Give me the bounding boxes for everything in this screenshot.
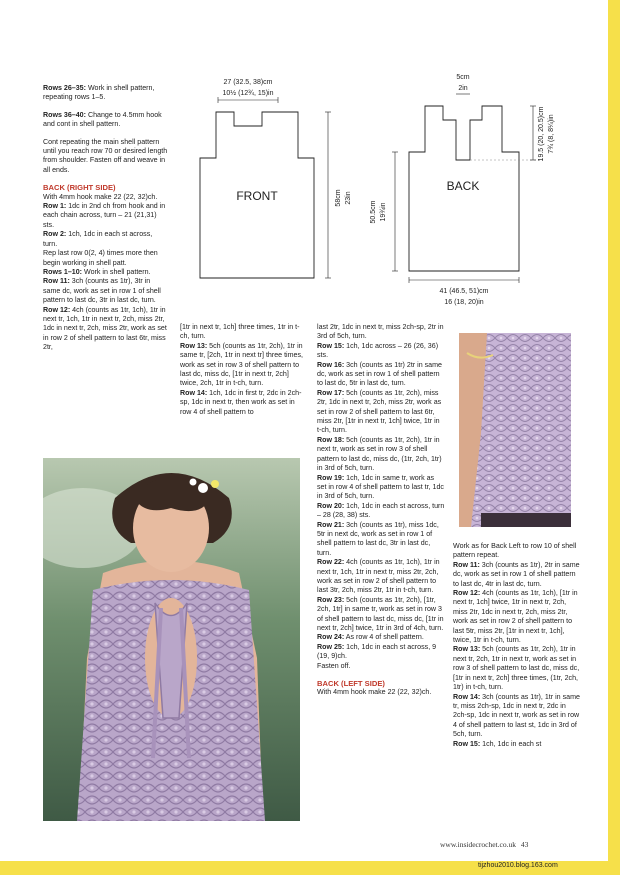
model-back-photo: [43, 458, 300, 821]
pattern-paragraph: Row 13: 5ch (counts as 1tr, 2ch), 1tr in next tr, 2ch, 1tr in next tr, work as set in row 3 of shell pattern to last dc, miss dc, [1tr in next tr, 2ch] three times, (1tr, 2ch, 1tr) in t-ch, turn.: [453, 645, 580, 692]
footer-url-text: www.insidecrochet.co.uk: [440, 840, 516, 849]
paragraph-gap: [43, 130, 168, 138]
pattern-paragraph: With 4mm hook make 22 (22, 32)ch.: [317, 688, 432, 697]
pattern-paragraph: Row 22: 4ch (counts as 1tr, 1ch), 1tr in next tr, 1ch, 1tr in next tr, miss 2tr, 2ch, work as set in row 2 of shell pattern to last 3tr, 2ch, miss 2tr, 1tr in t-ch, turn.: [317, 558, 440, 595]
pattern-column-2: [180, 323, 305, 417]
back-width-imperial: 16 (18, 20)in: [444, 299, 484, 306]
pattern-paragraph: Row 16: 3ch (counts as 1tr) 2tr in same dc, work as set in row 1 of shell pattern to last dc, 5tr in last dc, turn.: [317, 360, 442, 388]
pattern-paragraph: Row 24: As row 4 of shell pattern.: [317, 633, 424, 642]
section-heading: BACK (RIGHT SIDE): [43, 183, 116, 193]
paragraph-gap: [317, 671, 445, 679]
pattern-paragraph: Row 12: 4ch (counts as 1tr, 1ch), [1tr in next tr, 1ch] twice, 1tr in next tr, 2ch, miss 2tr, 1dc in next tr, 2ch, miss 2tr, work as set in row 2 of shell pattern to last 5tr, miss 2tr, [1tr in next tr, 1ch], twice, 1tr in t-ch, turn.: [453, 589, 578, 645]
page-edge-accent: [608, 0, 620, 875]
page-number: 43: [520, 840, 529, 849]
back-label: BACK: [446, 179, 480, 193]
pattern-paragraph: Row 19: 1ch, 1dc in same tr, work as set in row 4 of shell pattern to last tr, 1dc in 3rd of 5ch, turn.: [317, 473, 444, 501]
back-schematic: [365, 68, 560, 313]
front-height-imperial: 23in: [345, 191, 352, 205]
pattern-paragraph: Row 23: 5ch (counts as 1tr, 2ch), [1tr, 2ch, 1tr] in same tr, work as set in row 3 of shell pattern to last dc, miss dc, [1tr in next tr, 2ch] twice, 1tr in 3rd of 4ch, turn.: [317, 595, 444, 632]
pattern-paragraph: [1tr in next tr, 1ch] three times, 1tr in t-ch, turn.: [180, 323, 300, 341]
pattern-paragraph: Rep last row 0(2, 4) times more then begin working in shell patt.: [43, 249, 158, 267]
pattern-paragraph: Row 2: 1ch, 1dc in each st across, turn.: [43, 230, 153, 248]
front-schematic: [190, 70, 360, 290]
pattern-paragraph: Row 15: 1ch, 1dc in each st: [453, 739, 542, 748]
pattern-paragraph: Row 13: 5ch (counts as 1tr, 2ch), 1tr in same tr, [2ch, 1tr in next tr] three times, work as set in row 3 of shell pattern to last dc, miss dc, [1tr in next tr, 2ch] twice, 2ch, 1tr in t-ch, turn.: [180, 341, 304, 388]
pattern-paragraph: With 4mm hook make 22 (22, 32)ch.: [43, 192, 158, 201]
pattern-column-1: [43, 84, 168, 353]
pattern-paragraph: Row 17: 5ch (counts as 1tr, 2ch), miss 2tr, 1dc in next tr, 2ch, miss 2tr, work as set in row 2 of shell pattern to last 6tr, miss 2tr, [1tr in next tr, 1ch] twice, 1tr in t-ch, turn.: [317, 388, 442, 435]
paragraph-gap: [43, 175, 168, 183]
pattern-paragraph: Fasten off.: [317, 661, 351, 670]
back-width-metric: 41 (46.5, 51)cm: [439, 288, 489, 295]
pattern-paragraph: Rows 1–10: Work in shell pattern.: [43, 267, 151, 276]
front-width-metric: 27 (32.5, 38)cm: [223, 79, 273, 86]
pattern-paragraph: Row 14: 3ch (counts as 1tr), 1tr in same tr, miss 2ch-sp, 1dc in next tr, 2dc in 2ch-sp, 1dc in next tr, work as set in row 4 of shell pattern to last st, 1dc in 3rd of 5ch, turn.: [453, 692, 580, 739]
back-armhole-imperial: 19¾in: [380, 202, 387, 222]
pattern-paragraph: last 2tr, 1dc in next tr, miss 2ch-sp, 2tr in 3rd of 5ch, turn.: [317, 323, 444, 341]
pattern-paragraph: Row 15: 1ch, 1dc across – 26 (26, 36) sts.: [317, 341, 439, 360]
front-label: FRONT: [236, 189, 278, 203]
pattern-paragraph: Row 25: 1ch, 1dc in each st across, 9 (19, 9)ch.: [317, 642, 437, 661]
back-armhole-metric: 50.5cm: [370, 200, 377, 224]
pattern-paragraph: Row 11: 3ch (counts as 1tr), 2tr in same dc, work as set in row 1 of shell pattern to last dc, 4tr in last dc, turn.: [453, 560, 580, 588]
pattern-paragraph: Row 20: 1ch, 1dc in each st across, turn – 28 (28, 38) sts.: [317, 501, 445, 520]
pattern-paragraph: Row 14: 1ch, 1dc in first tr, 2dc in 2ch-sp, 1dc in next tr, then work as set in row 4 of shell pattern to: [180, 388, 302, 416]
pattern-paragraph: Row 12: 4ch (counts as 1tr, 1ch), 1tr in next tr, 1ch, 1tr in next tr, 2ch, miss 2tr, 1dc in next tr, 2ch, miss 2tr, work as set in row 2 of shell pattern to last 6tr, miss 2tr,: [43, 305, 167, 352]
pattern-paragraph: Rows 26–35: Work in shell pattern, repeating rows 1–5.: [43, 84, 155, 102]
pattern-column-3: [317, 323, 445, 698]
front-width-imperial: 10½ (12¾, 15)in: [222, 90, 274, 97]
watermark: tijzhou2010.blog.163.com: [478, 862, 558, 869]
pattern-paragraph: Cont repeating the main shell pattern until you reach row 70 or desired length from shoulder. Fasten off and weave in all ends.: [43, 137, 168, 174]
pattern-paragraph: Row 1: 1dc in 2nd ch from hook and in each chain across, turn – 21 (21,31) sts.: [43, 202, 166, 229]
back-split-metric: 19.5 (20, 20.5)cm: [538, 106, 545, 162]
pattern-paragraph: Row 18: 5ch (counts as 1tr, 2ch), 1tr in next tr, work as set in row 3 of shell pattern to last dc, miss dc, (1tr, 2ch, 1tr) in 3rd of 5ch, turn.: [317, 435, 442, 473]
garment-detail-photo: [459, 333, 571, 527]
pattern-paragraph: Work as for Back Left to row 10 of shell pattern repeat.: [453, 542, 577, 560]
back-gap-imperial: 2in: [458, 85, 468, 92]
pattern-paragraph: Rows 36–40: Change to 4.5mm hook and cont in shell pattern.: [43, 110, 162, 129]
back-gap-metric: 5cm: [456, 74, 470, 81]
pattern-paragraph: Row 11: 3ch (counts as 1tr), 3tr in same dc, work as set in row 1 of shell pattern to last dc, 3tr in last dc, turn.: [43, 277, 161, 305]
pattern-paragraph: Row 21: 3ch (counts as 1tr), miss 1dc, 5tr in next dc, work as set in row 1 of shell pattern to last dc, 3tr in last dc, turn.: [317, 520, 439, 557]
front-height-metric: 58cm: [335, 189, 342, 207]
back-split-imperial: 7¾ (8, 8¼)in: [548, 114, 555, 154]
pattern-column-4: [453, 542, 581, 749]
section-heading: BACK (LEFT SIDE): [317, 679, 385, 689]
footer-website: [440, 840, 528, 849]
paragraph-gap: [43, 103, 168, 111]
